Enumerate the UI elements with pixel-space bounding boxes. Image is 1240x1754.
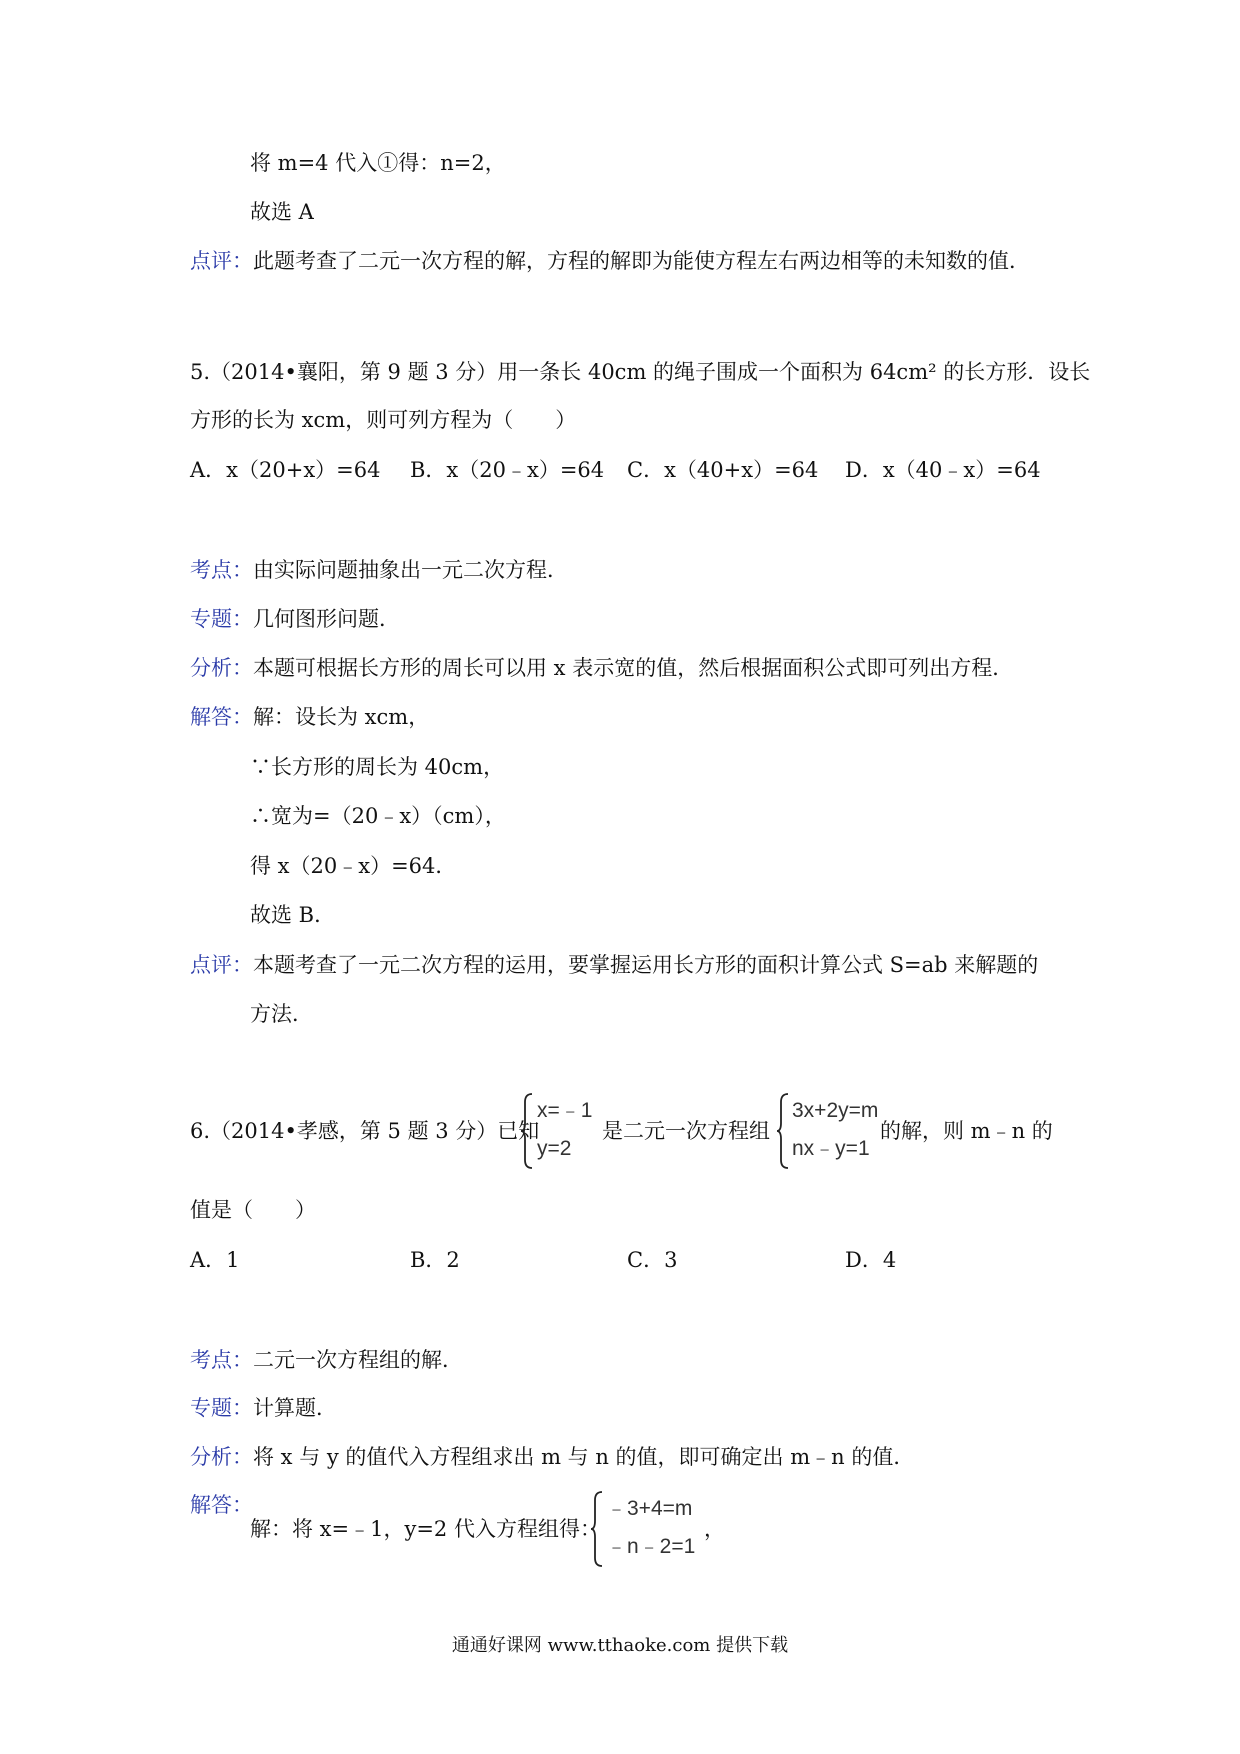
dianping-text: 本题考查了一元二次方程的运用，要掌握运用长方形的面积计算公式 S=ab 来解题的	[253, 953, 1039, 977]
jieda-text: 解：将 x=﹣1，y=2 代入方程组得：	[250, 1517, 601, 1541]
kaodian-text: 由实际问题抽象出一元二次方程．	[253, 558, 568, 582]
system-row: nx﹣y=1	[792, 1137, 870, 1160]
brace-icon	[520, 1092, 534, 1170]
fenxi-line	[190, 653, 1013, 683]
zhuanti-text: 几何图形问题．	[253, 607, 400, 631]
label-zhuanti: 专题：	[190, 1396, 253, 1420]
label-fenxi: 分析：	[190, 656, 253, 680]
equation-system-given	[520, 1092, 610, 1170]
text-line: 故选 A	[250, 200, 314, 224]
solution-step: 故选 B．	[250, 903, 336, 927]
text-line: 将 m=4 代入①得：n=2，	[250, 151, 506, 175]
comment-line	[190, 246, 1030, 276]
jieda-tail: ，	[704, 1517, 725, 1541]
solution-step: ∵长方形的周长为 40cm，	[250, 755, 505, 779]
kaodian-line	[190, 555, 568, 585]
brace-icon	[776, 1092, 790, 1170]
solution-step: 得 x（20﹣x）=64．	[250, 854, 457, 878]
label-jieda: 解答：	[190, 1493, 253, 1517]
jieda-text: 解：设长为 xcm，	[253, 705, 430, 729]
zhuanti-line	[190, 604, 400, 634]
option-c: C．3	[627, 1248, 678, 1272]
kaodian-text: 二元一次方程组的解．	[253, 1348, 463, 1372]
dianping-line	[190, 950, 1038, 980]
brace-icon	[590, 1490, 604, 1568]
question-6-line-2: 值是（ ）	[190, 1198, 316, 1222]
comment-text: 此题考查了二元一次方程的解，方程的解即为能使方程左右两边相等的未知数的值．	[253, 249, 1030, 273]
fenxi-line	[190, 1442, 914, 1472]
system-row: y=2	[537, 1137, 572, 1160]
system-row: x=﹣1	[537, 1099, 593, 1122]
label-zhuanti: 专题：	[190, 607, 253, 631]
fenxi-text: 本题可根据长方形的周长可以用 x 表示宽的值，然后根据面积公式即可列出方程．	[253, 656, 1014, 680]
system-row: ﹣n﹣2=1	[606, 1535, 696, 1558]
option-a: A．x（20+x）=64	[190, 458, 381, 482]
fenxi-text: 将 x 与 y 的值代入方程组求出 m 与 n 的值，即可确定出 m﹣n 的值．	[253, 1445, 915, 1469]
question-6-tail: 的解，则 m﹣n 的	[880, 1119, 1053, 1143]
zhuanti-text: 计算题．	[253, 1396, 337, 1420]
question-5-line-1: 5.（2014•襄阳，第 9 题 3 分）用一条长 40cm 的绳子围成一个面积为 64cm² 的长方形．设长	[190, 360, 1091, 384]
label-jieda: 解答：	[190, 705, 253, 729]
option-c: C．x（40+x）=64	[627, 458, 819, 482]
equation-system-substituted	[590, 1490, 710, 1568]
equation-system-target	[776, 1092, 886, 1170]
label-dianping: 点评：	[190, 953, 253, 977]
option-d: D．x（40﹣x）=64	[845, 458, 1041, 482]
jieda-line	[190, 702, 429, 732]
question-6-mid: 是二元一次方程组	[602, 1119, 770, 1143]
label-dianping: 点评：	[190, 249, 253, 273]
label-kaodian: 考点：	[190, 558, 253, 582]
page-footer: 通通好课网 www.tthaoke.com 提供下载	[451, 1635, 789, 1656]
option-b: B．x（20﹣x）=64	[410, 458, 605, 482]
question-6-lead: 6.（2014•孝感，第 5 题 3 分）已知	[190, 1119, 540, 1143]
option-a: A．1	[190, 1248, 240, 1272]
label-fenxi: 分析：	[190, 1445, 253, 1469]
question-5-line-2: 方形的长为 xcm，则可列方程为（ ）	[190, 408, 577, 432]
label-kaodian: 考点：	[190, 1348, 253, 1372]
kaodian-line	[190, 1345, 463, 1375]
option-d: D．4	[845, 1248, 897, 1272]
dianping-line-2: 方法．	[250, 1002, 313, 1026]
solution-step: ∴宽为=（20﹣x）（cm），	[250, 804, 506, 828]
zhuanti-line	[190, 1393, 337, 1423]
system-row: 3x+2y=m	[792, 1099, 879, 1122]
option-b: B．2	[410, 1248, 460, 1272]
system-row: ﹣3+4=m	[606, 1497, 693, 1520]
